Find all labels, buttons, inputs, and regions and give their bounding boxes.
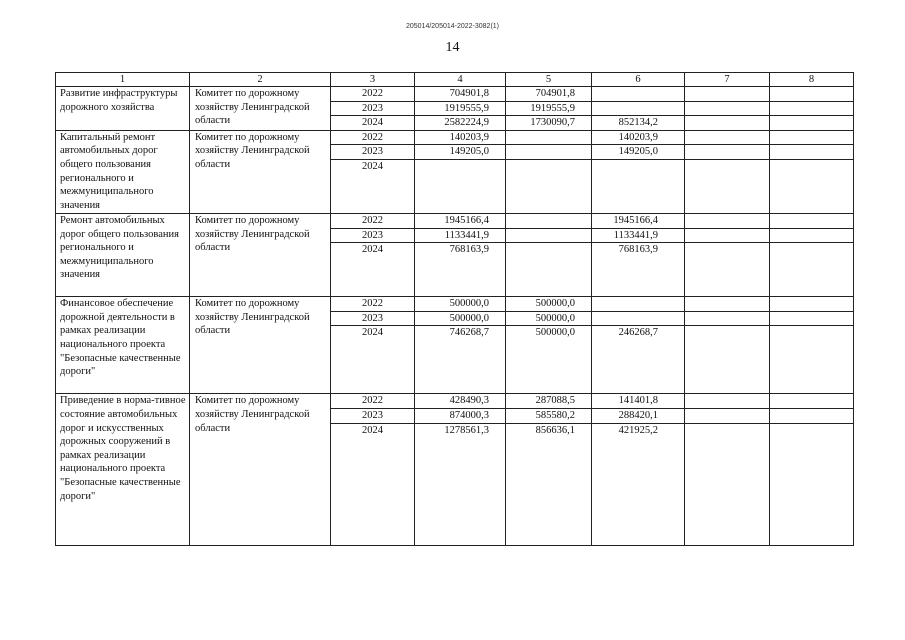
table-row: [56, 213, 854, 228]
year-cell: 2022: [331, 394, 415, 409]
federal-cell: [506, 130, 592, 145]
column-header: 2: [190, 73, 331, 87]
responsible-org-cell: Комитет по дорожному хозяйству Ленинградской области: [190, 213, 331, 296]
col7-cell: [685, 297, 770, 312]
total-cell: 500000,0: [415, 311, 506, 326]
total-cell: [415, 159, 506, 213]
col8-cell: [770, 394, 854, 409]
column-header: 3: [331, 73, 415, 87]
total-cell: 768163,9: [415, 243, 506, 297]
regional-cell: [592, 159, 685, 213]
col7-cell: [685, 213, 770, 228]
regional-cell: 149205,0: [592, 145, 685, 160]
year-cell: 2023: [331, 101, 415, 116]
col8-cell: [770, 159, 854, 213]
year-cell: 2024: [331, 116, 415, 131]
table-row: [56, 130, 854, 145]
col7-cell: [685, 326, 770, 394]
regional-cell: 1133441,9: [592, 228, 685, 243]
col8-cell: [770, 87, 854, 102]
page-number: 14: [445, 40, 460, 55]
col8-cell: [770, 101, 854, 116]
col8-cell: [770, 228, 854, 243]
event-name-cell: Ремонт автомобильных дорог общего пользования регионального и межмуниципального значения: [56, 213, 190, 296]
federal-cell: 1919555,9: [506, 101, 592, 116]
regional-cell: 421925,2: [592, 423, 685, 545]
col7-cell: [685, 145, 770, 160]
regional-cell: 246268,7: [592, 326, 685, 394]
total-cell: 746268,7: [415, 326, 506, 394]
column-header: 7: [685, 73, 770, 87]
federal-cell: [506, 213, 592, 228]
total-cell: 140203,9: [415, 130, 506, 145]
federal-cell: 500000,0: [506, 326, 592, 394]
total-cell: 1133441,9: [415, 228, 506, 243]
total-cell: 428490,3: [415, 394, 506, 409]
col7-cell: [685, 408, 770, 423]
year-cell: 2024: [331, 423, 415, 545]
year-cell: 2022: [331, 213, 415, 228]
col8-cell: [770, 130, 854, 145]
total-cell: 1945166,4: [415, 213, 506, 228]
regional-cell: [592, 311, 685, 326]
federal-cell: [506, 145, 592, 160]
event-name-cell: Приведение в норма-тивное состояние автомобильных дорог и искусственных дорожных сооружений в рамках реализации национального проекта "Безопасные качественные дороги": [56, 394, 190, 545]
col7-cell: [685, 228, 770, 243]
table-row: [56, 394, 854, 409]
total-cell: 149205,0: [415, 145, 506, 160]
year-cell: 2022: [331, 87, 415, 102]
responsible-org-cell: Комитет по дорожному хозяйству Ленинградской области: [190, 130, 331, 213]
total-cell: 704901,8: [415, 87, 506, 102]
responsible-org-cell: Комитет по дорожному хозяйству Ленинградской области: [190, 394, 331, 545]
budget-table: [55, 72, 854, 546]
regional-cell: [592, 297, 685, 312]
event-name-cell: Финансовое обеспечение дорожной деятельности в рамках реализации национального проекта "Безопасные качественные дороги": [56, 297, 190, 394]
total-cell: 874000,3: [415, 408, 506, 423]
year-cell: 2022: [331, 130, 415, 145]
federal-cell: [506, 159, 592, 213]
federal-cell: 585580,2: [506, 408, 592, 423]
federal-cell: 704901,8: [506, 87, 592, 102]
col8-cell: [770, 145, 854, 160]
federal-cell: 1730090,7: [506, 116, 592, 131]
year-cell: 2024: [331, 243, 415, 297]
year-cell: 2023: [331, 145, 415, 160]
col7-cell: [685, 311, 770, 326]
col8-cell: [770, 297, 854, 312]
federal-cell: 287088,5: [506, 394, 592, 409]
federal-cell: 500000,0: [506, 311, 592, 326]
federal-cell: 500000,0: [506, 297, 592, 312]
col8-cell: [770, 423, 854, 545]
regional-cell: 852134,2: [592, 116, 685, 131]
federal-cell: 856636,1: [506, 423, 592, 545]
col7-cell: [685, 116, 770, 131]
regional-cell: 141401,8: [592, 394, 685, 409]
col8-cell: [770, 326, 854, 394]
regional-cell: [592, 101, 685, 116]
year-cell: 2023: [331, 228, 415, 243]
col7-cell: [685, 423, 770, 545]
federal-cell: [506, 243, 592, 297]
col8-cell: [770, 408, 854, 423]
column-header: 5: [506, 73, 592, 87]
table-header-row: [56, 73, 854, 87]
col7-cell: [685, 101, 770, 116]
regional-cell: 288420,1: [592, 408, 685, 423]
col8-cell: [770, 116, 854, 131]
column-header: 6: [592, 73, 685, 87]
regional-cell: 768163,9: [592, 243, 685, 297]
col8-cell: [770, 243, 854, 297]
column-header: 8: [770, 73, 854, 87]
col7-cell: [685, 159, 770, 213]
regional-cell: 140203,9: [592, 130, 685, 145]
total-cell: 1919555,9: [415, 101, 506, 116]
col7-cell: [685, 87, 770, 102]
regional-cell: 1945166,4: [592, 213, 685, 228]
column-header: 4: [415, 73, 506, 87]
table-row: [56, 297, 854, 312]
responsible-org-cell: Комитет по дорожному хозяйству Ленинградской области: [190, 297, 331, 394]
total-cell: 2582224,9: [415, 116, 506, 131]
total-cell: 1278561,3: [415, 423, 506, 545]
document-id: 205014/205014-2022-3082(1): [405, 23, 500, 30]
year-cell: 2022: [331, 297, 415, 312]
table-row: [56, 87, 854, 102]
col7-cell: [685, 130, 770, 145]
column-header: 1: [56, 73, 190, 87]
year-cell: 2023: [331, 408, 415, 423]
year-cell: 2023: [331, 311, 415, 326]
total-cell: 500000,0: [415, 297, 506, 312]
year-cell: 2024: [331, 159, 415, 213]
regional-cell: [592, 87, 685, 102]
col8-cell: [770, 311, 854, 326]
col7-cell: [685, 243, 770, 297]
col7-cell: [685, 394, 770, 409]
event-name-cell: Развитие инфраструктуры дорожного хозяйства: [56, 87, 190, 131]
col8-cell: [770, 213, 854, 228]
event-name-cell: Капитальный ремонт автомобильных дорог общего пользования регионального и межмуниципального значения: [56, 130, 190, 213]
responsible-org-cell: Комитет по дорожному хозяйству Ленинградской области: [190, 87, 331, 131]
federal-cell: [506, 228, 592, 243]
year-cell: 2024: [331, 326, 415, 394]
